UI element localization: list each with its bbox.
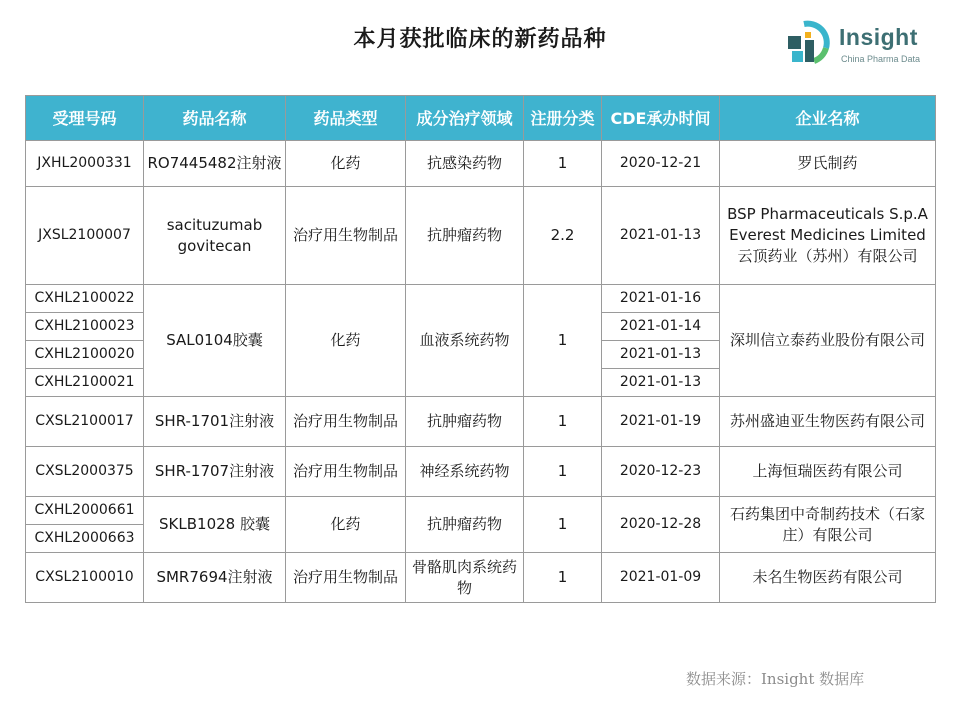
logo-subtitle: China Pharma Data bbox=[841, 54, 921, 64]
column-header: 药品类型 bbox=[286, 96, 406, 141]
drug-type: 化药 bbox=[286, 285, 406, 397]
company-name: 上海恒瑞医药有限公司 bbox=[720, 447, 936, 497]
drug-name: RO7445482注射液 bbox=[144, 141, 286, 187]
acceptance-number: CXSL2100017 bbox=[26, 397, 144, 447]
therapeutic-area: 抗肿瘤药物 bbox=[406, 397, 524, 447]
cde-date: 2020-12-21 bbox=[602, 141, 720, 187]
column-header: 注册分类 bbox=[524, 96, 602, 141]
therapeutic-area: 血液系统药物 bbox=[406, 285, 524, 397]
cde-date: 2020-12-23 bbox=[602, 447, 720, 497]
cde-date: 2021-01-09 bbox=[602, 553, 720, 603]
cde-date: 2021-01-13 bbox=[602, 187, 720, 285]
cde-date: 2021-01-16 bbox=[602, 285, 720, 313]
column-header: 受理号码 bbox=[26, 96, 144, 141]
company-name: 深圳信立泰药业股份有限公司 bbox=[720, 285, 936, 397]
acceptance-number: JXHL2000331 bbox=[26, 141, 144, 187]
registration-class: 1 bbox=[524, 497, 602, 553]
drug-name: SHR-1701注射液 bbox=[144, 397, 286, 447]
acceptance-number: CXHL2100021 bbox=[26, 369, 144, 397]
column-header: CDE承办时间 bbox=[602, 96, 720, 141]
table-row bbox=[26, 187, 936, 285]
table-row bbox=[26, 397, 936, 447]
acceptance-number: CXHL2100022 bbox=[26, 285, 144, 313]
drug-type: 化药 bbox=[286, 141, 406, 187]
drug-name: SAL0104胶囊 bbox=[144, 285, 286, 397]
table-row bbox=[26, 497, 936, 525]
cde-date: 2021-01-13 bbox=[602, 341, 720, 369]
column-header: 成分治疗领域 bbox=[406, 96, 524, 141]
drug-name: SKLB1028 胶囊 bbox=[144, 497, 286, 553]
data-source-note: 数据来源：Insight 数据库 bbox=[686, 670, 865, 688]
company-name: 苏州盛迪亚生物医药有限公司 bbox=[720, 397, 936, 447]
registration-class: 1 bbox=[524, 397, 602, 447]
column-header: 药品名称 bbox=[144, 96, 286, 141]
cde-date: 2021-01-14 bbox=[602, 313, 720, 341]
registration-class: 1 bbox=[524, 553, 602, 603]
page-title: 本月获批临床的新药品种 bbox=[353, 27, 607, 52]
drug-type: 治疗用生物制品 bbox=[286, 397, 406, 447]
drug-name: SMR7694注射液 bbox=[144, 553, 286, 603]
drug-type: 治疗用生物制品 bbox=[286, 187, 406, 285]
registration-class: 1 bbox=[524, 447, 602, 497]
logo-wordmark: Insight bbox=[839, 24, 918, 50]
company-name: 未名生物医药有限公司 bbox=[720, 553, 936, 603]
drug-type: 治疗用生物制品 bbox=[286, 553, 406, 603]
drug-name: sacituzumab govitecan bbox=[144, 187, 286, 285]
therapeutic-area: 抗感染药物 bbox=[406, 141, 524, 187]
registration-class: 2.2 bbox=[524, 187, 602, 285]
drug-type: 治疗用生物制品 bbox=[286, 447, 406, 497]
company-name: 石药集团中奇制药技术（石家庄）有限公司 bbox=[720, 497, 936, 553]
acceptance-number: CXHL2000663 bbox=[26, 525, 144, 553]
therapeutic-area: 抗肿瘤药物 bbox=[406, 497, 524, 553]
approvals-table bbox=[25, 95, 936, 603]
acceptance-number: JXSL2100007 bbox=[26, 187, 144, 285]
cde-date: 2021-01-13 bbox=[602, 369, 720, 397]
drug-name: SHR-1707注射液 bbox=[144, 447, 286, 497]
table-header-row bbox=[26, 96, 936, 141]
therapeutic-area: 神经系统药物 bbox=[406, 447, 524, 497]
insight-logo bbox=[784, 18, 944, 74]
therapeutic-area: 抗肿瘤药物 bbox=[406, 187, 524, 285]
registration-class: 1 bbox=[524, 285, 602, 397]
table-row bbox=[26, 553, 936, 603]
cde-date: 2020-12-28 bbox=[602, 497, 720, 553]
company-name: BSP Pharmaceuticals S.p.A Everest Medicines Limited 云顶药业（苏州）有限公司 bbox=[720, 187, 936, 285]
acceptance-number: CXHL2000661 bbox=[26, 497, 144, 525]
therapeutic-area: 骨骼肌肉系统药物 bbox=[406, 553, 524, 603]
column-header: 企业名称 bbox=[720, 96, 936, 141]
acceptance-number: CXSL2100010 bbox=[26, 553, 144, 603]
table-row bbox=[26, 447, 936, 497]
acceptance-number: CXSL2000375 bbox=[26, 447, 144, 497]
table-row bbox=[26, 141, 936, 187]
acceptance-number: CXHL2100020 bbox=[26, 341, 144, 369]
company-name: 罗氏制药 bbox=[720, 141, 936, 187]
table-row bbox=[26, 285, 936, 313]
registration-class: 1 bbox=[524, 141, 602, 187]
drug-type: 化药 bbox=[286, 497, 406, 553]
insight-logo-icon bbox=[784, 18, 834, 68]
cde-date: 2021-01-19 bbox=[602, 397, 720, 447]
acceptance-number: CXHL2100023 bbox=[26, 313, 144, 341]
